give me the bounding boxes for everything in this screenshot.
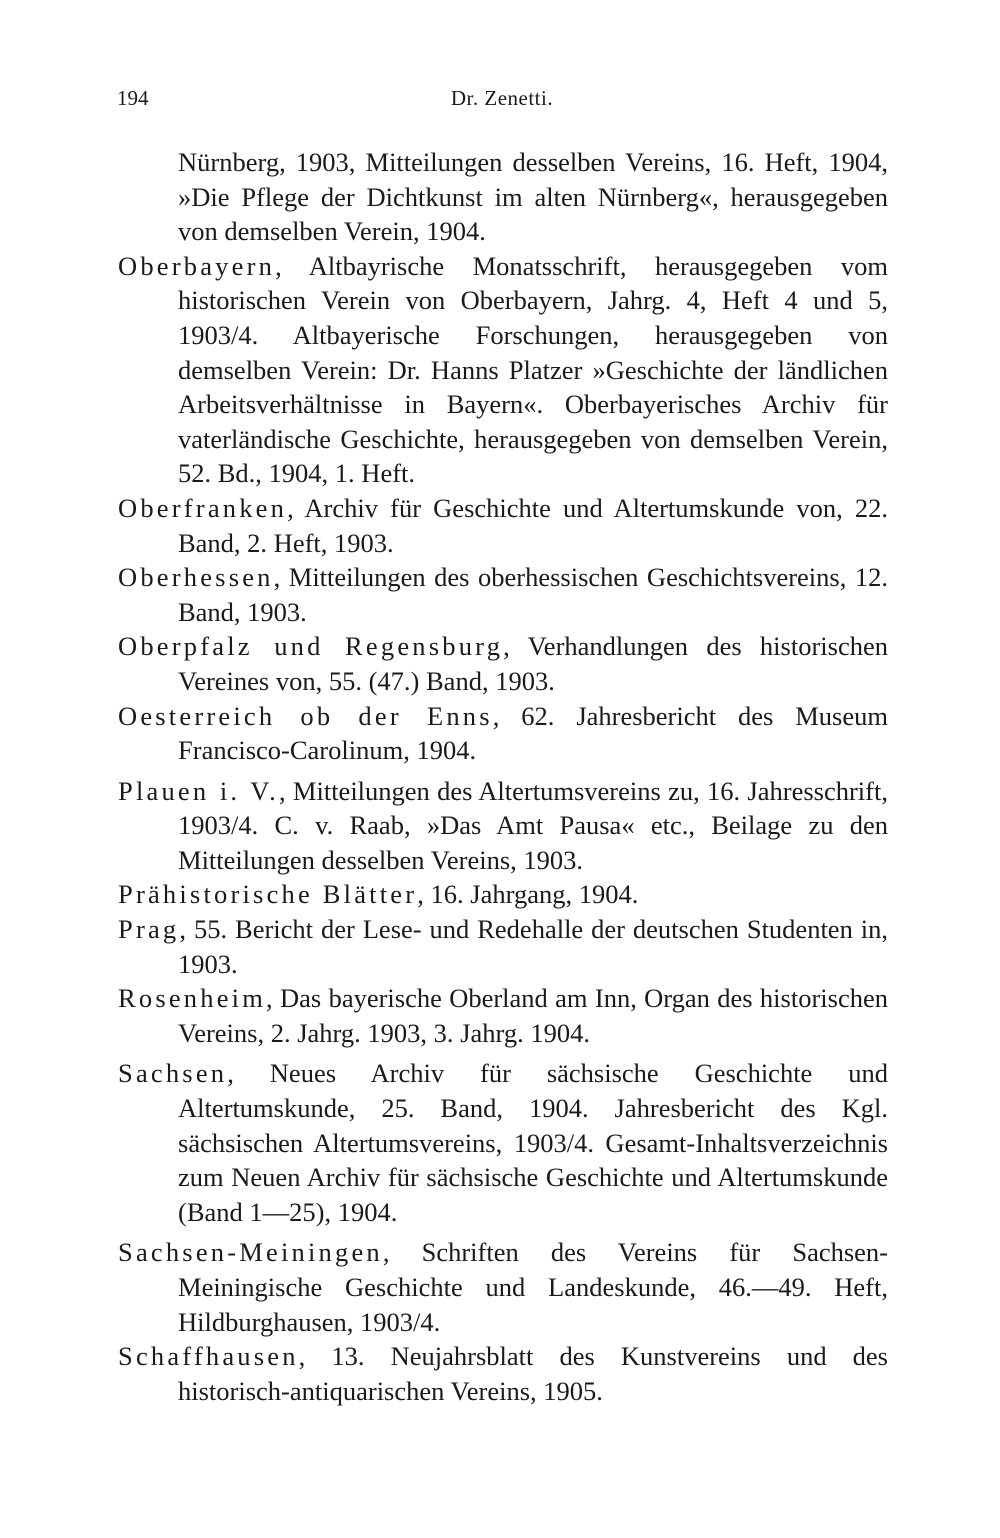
list-item <box>118 491 888 560</box>
entry-lemma: Prähistorische Blätter <box>118 879 418 910</box>
entry-lemma: Oberfranken <box>118 492 288 523</box>
list-item <box>118 560 888 629</box>
list-item <box>118 1056 888 1229</box>
list-item <box>118 877 888 912</box>
entry-text: , Altbayrische Monatsschrift, herausgegeben vom historischen Verein von Oberbayern, Jahrg. 4, Heft 4 und 5, 1903/4. Altbayerische Forschungen, herausgegeben von demselben Verein: Dr. Hanns Platzer »Geschichte der ländlichen Arbeitsverhältnisse in Bayern«. Oberbayerisches Archiv für vaterländische Geschichte, herausgegeben von demselben Verein, 52. Bd., 1904, 1. Heft. <box>178 250 888 489</box>
running-title: Dr. Zenetti. <box>450 86 554 110</box>
entry-lemma: Oesterreich ob der Enns <box>118 700 493 731</box>
entry-text: , 13. Neujahrsblatt des Kunstvereins und des historisch-antiquarischen Vereins, 1905. <box>178 1341 888 1406</box>
running-head <box>117 86 887 116</box>
list-item <box>118 912 888 981</box>
list-item <box>118 774 888 878</box>
entry-lemma: Oberpfalz und Regensburg <box>118 631 504 662</box>
entry-lemma: Rosenheim <box>118 983 267 1014</box>
entry-text: , Mitteilungen des Altertumsvereins zu, 16. Jahresschrift, 1903/4. C. v. Raab, »Das Amt Pausa« etc., Beilage zu den Mitteilungen desselben Vereins, 1903. <box>178 775 888 875</box>
entry-text: , 55. Bericht der Lese- und Redehalle der deutschen Studenten in, 1903. <box>178 914 888 979</box>
entry-lemma: Sachsen-Meiningen <box>118 1237 383 1268</box>
list-item <box>118 1235 888 1339</box>
list-item <box>118 629 888 698</box>
entry-text: , Mitteilungen des oberhessischen Geschichtsvereins, 12. Band, 1903. <box>178 562 888 627</box>
entry-text: , Schriften des Vereins für Sachsen-Meiningische Geschichte und Landeskunde, 46.—49. Heft, Hildburghausen, 1903/4. <box>178 1237 888 1337</box>
page-number: 194 <box>117 86 149 110</box>
entry-lemma: Plauen i. V. <box>118 775 279 806</box>
entry-lemma: Oberbayern <box>118 250 276 281</box>
list-item <box>118 1339 888 1408</box>
entry-lemma: Sachsen <box>118 1058 228 1089</box>
entry-text: , 16. Jahrgang, 1904. <box>417 879 639 910</box>
entry-text: , Neues Archiv für sächsische Geschichte und Altertumskunde, 25. Band, 1904. Jahresbericht des Kgl. sächsischen Altertumsvereins, 1903/4. Gesamt-Inhaltsverzeichnis zum Neuen Archiv für sächsische Geschichte und Altertumskunde (Band 1—25), 1904. <box>178 1058 888 1227</box>
bibliography-list <box>118 145 888 1408</box>
entry-lemma: Prag <box>118 914 180 945</box>
entry-text: , 62. Jahresbericht des Museum Francisco-Carolinum, 1904. <box>178 700 888 766</box>
entry-text: , Das bayerische Oberland am Inn, Organ des historischen Vereins, 2. Jahrg. 1903, 3. Jahrg. 1904. <box>178 983 888 1048</box>
entry-text: , Verhandlungen des historischen Vereines von, 55. (47.) Band, 1903. <box>178 631 888 696</box>
list-item <box>118 981 888 1050</box>
list-item <box>118 249 888 491</box>
entry-lemma: Schaffhausen <box>118 1341 299 1372</box>
list-item <box>118 145 888 249</box>
list-item <box>118 699 888 768</box>
entry-text: , Archiv für Geschichte und Altertumskunde von, 22. Band, 2. Heft, 1903. <box>178 492 888 558</box>
entry-text: Nürnberg, 1903, Mitteilungen desselben Vereins, 16. Heft, 1904, »Die Pflege der Dichtkunst im alten Nürnberg«, herausgegeben von demselben Verein, 1904. <box>178 147 888 247</box>
entry-lemma: Oberhessen <box>118 562 274 593</box>
